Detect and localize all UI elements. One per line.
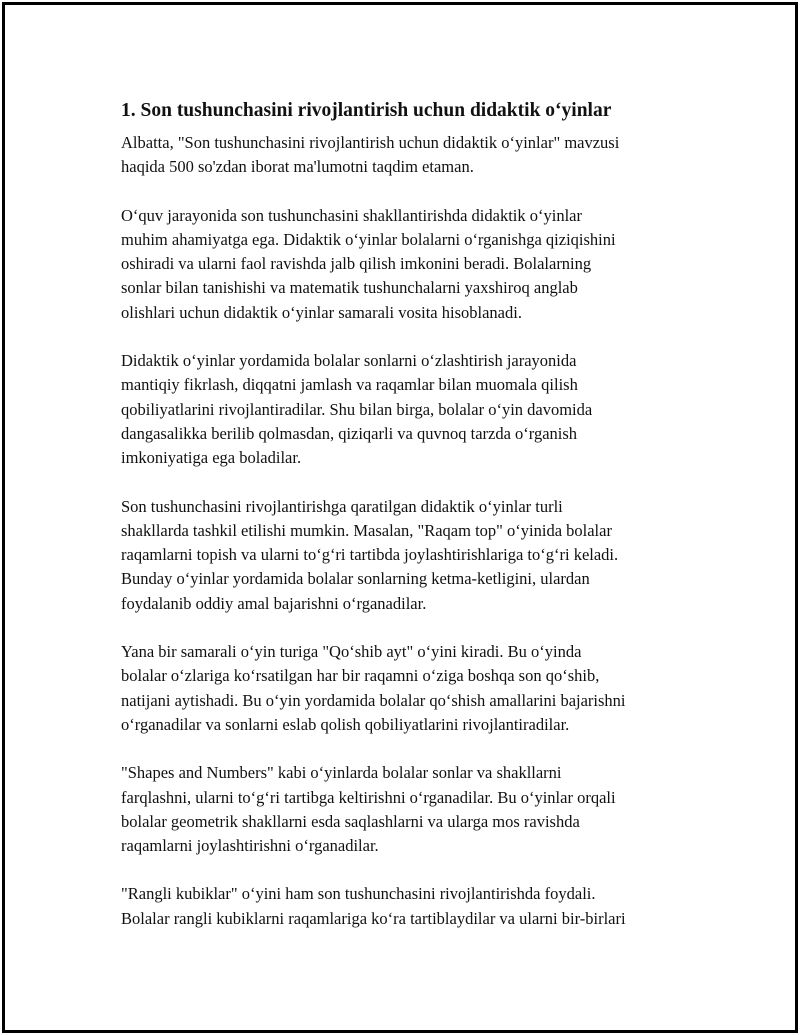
text-line: Bunday o‘yinlar yordamida bolalar sonlarning ketma-ketligini, ulardan <box>121 569 590 589</box>
page-frame <box>2 2 798 1033</box>
text-line: imkoniyatiga ega boladilar. <box>121 448 302 468</box>
text-line: dangasalikka berilib qolmasdan, qiziqarli va quvnoq tarzda o‘rganish <box>121 423 578 443</box>
text-line: Yana bir samarali o‘yin turiga "Qo‘shib ayt" o‘yini kiradi. Bu o‘yinda <box>121 642 582 662</box>
text-line: oshiradi va ularni faol ravishda jalb qilish imkonini beradi. Bolalarning <box>121 254 592 274</box>
paragraph <box>121 349 711 470</box>
paragraph <box>121 640 711 737</box>
paragraph <box>121 204 711 325</box>
text-line: muhim ahamiyatga ega. Didaktik o‘yinlar bolalarni o‘rganishga qiziqishini <box>121 229 616 249</box>
text-line: sonlar bilan tanishishi va matematik tushunchalarni yaxshiroq anglab <box>121 278 578 298</box>
paragraph <box>121 761 711 858</box>
text-line: farqlashni, ularni to‘g‘ri tartibga keltirishni o‘rganadilar. Bu o‘yinlar orqali <box>121 787 616 807</box>
text-line: mantiqiy fikrlash, diqqatni jamlash va raqamlar bilan muomala qilish <box>121 375 578 395</box>
paragraph-container <box>121 131 711 931</box>
text-line: qobiliyatlarini rivojlantiradilar. Shu bilan birga, bolalar o‘yin davomida <box>121 399 593 419</box>
text-line: o‘rganadilar va sonlarni eslab qolish qobiliyatlarini rivojlantiradilar. <box>121 714 570 734</box>
text-line: Bolalar rangli kubiklarni raqamlariga ko‘ra tartiblaydilar va ularni bir-birlari <box>121 908 626 928</box>
paragraph <box>121 131 711 180</box>
text-line: raqamlarni topish va ularni to‘g‘ri tartibda joylashtirishlariga to‘g‘ri keladi. <box>121 545 619 565</box>
paragraph <box>121 495 711 616</box>
text-line: raqamlarni joylashtirishni o‘rganadilar. <box>121 836 379 856</box>
text-line: O‘quv jarayonida son tushunchasini shakllantirishda didaktik o‘yinlar <box>121 205 582 225</box>
text-line: foydalanib oddiy amal bajarishni o‘rganadilar. <box>121 593 427 613</box>
text-line: natijani aytishadi. Bu o‘yin yordamida bolalar qo‘shish amallarini bajarishni <box>121 690 626 710</box>
text-line: "Shapes and Numbers" kabi o‘yinlarda bolalar sonlar va shakllarni <box>121 763 562 783</box>
paragraph <box>121 882 711 931</box>
text-line: Son tushunchasini rivojlantirishga qaratilgan didaktik o‘yinlar turli <box>121 496 563 516</box>
text-line: bolalar o‘zlariga ko‘rsatilgan har bir raqamni o‘ziga boshqa son qo‘shib, <box>121 666 600 686</box>
text-line: shakllarda tashkil etilishi mumkin. Masalan, "Raqam top" o‘yinida bolalar <box>121 520 612 540</box>
text-line: Didaktik o‘yinlar yordamida bolalar sonlarni o‘zlashtirish jarayonida <box>121 351 577 371</box>
text-line: haqida 500 so'zdan iborat ma'lumotni taqdim etaman. <box>121 157 474 177</box>
text-line: olishlari uchun didaktik o‘yinlar samarali vosita hisoblanadi. <box>121 302 522 322</box>
text-line: bolalar geometrik shakllarni esda saqlashlarni va ularga mos ravishda <box>121 811 580 831</box>
text-line: Albatta, "Son tushunchasini rivojlantirish uchun didaktik o‘yinlar" mavzusi <box>121 133 620 152</box>
document-title: 1. Son tushunchasini rivojlantirish uchun didaktik o‘yinlar <box>121 100 612 121</box>
document-body <box>121 97 711 955</box>
text-line: "Rangli kubiklar" o‘yini ham son tushunchasini rivojlantirishda foydali. <box>121 884 596 904</box>
